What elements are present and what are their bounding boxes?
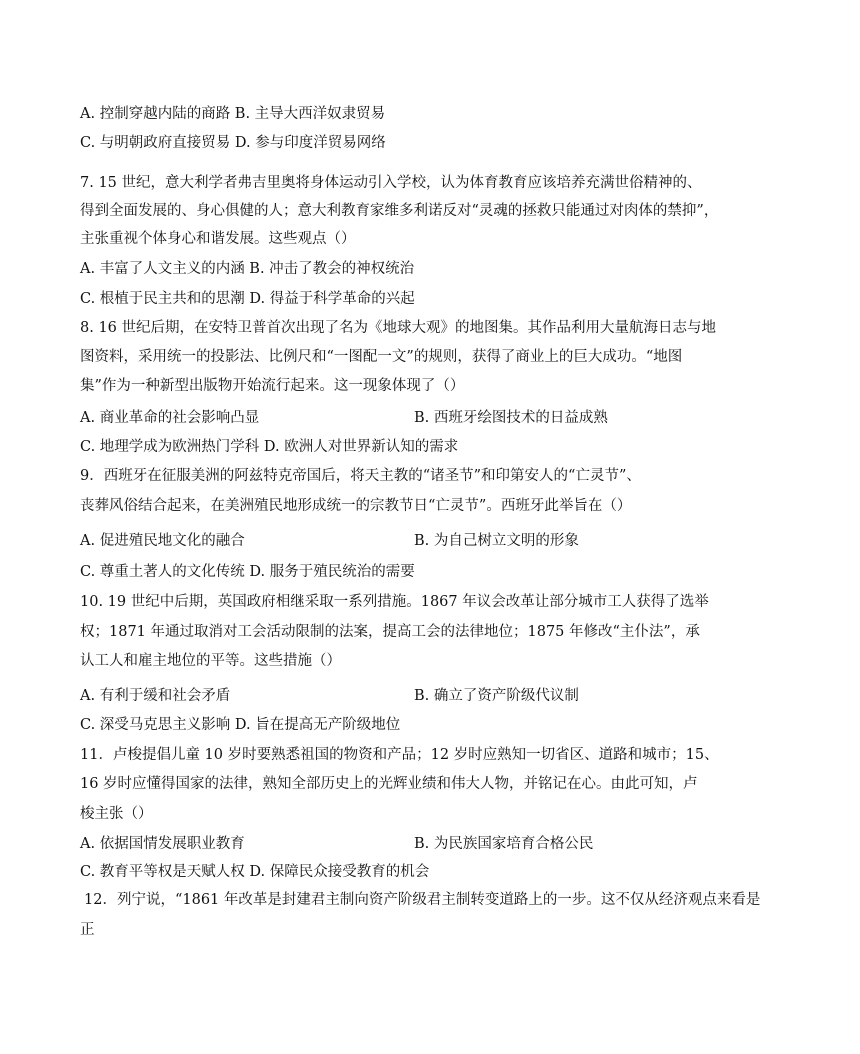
q8-stem-line-3: 集”作为一种新型出版物开始流行起来。这一现象体现了（）	[80, 378, 465, 394]
q9-stem-line-1: 9．西班牙在征服美洲的阿兹特克帝国后，将天主教的“诸圣节”和印第安人的“亡灵节”、	[80, 468, 641, 484]
q6-options-cd: C. 与明朝政府直接贸易 D. 参与印度洋贸易网络	[80, 135, 386, 151]
q8-option-b: B. 西班牙绘图技术的日益成熟	[414, 410, 608, 426]
q9-options-cd: C. 尊重土著人的文化传统 D. 服务于殖民统治的需要	[80, 564, 415, 580]
q7-stem-line-2: 得到全面发展的、身心俱健的人；意大利教育家维多利诺反对“灵魂的拯救只能通过对肉体的禁抑”，	[80, 203, 719, 219]
q11-option-a: A. 依据国情发展职业教育	[80, 836, 245, 852]
q9-option-a: A. 促进殖民地文化的融合	[80, 533, 245, 549]
q7-options-cd: C. 根植于民主共和的思潮 D. 得益于科学革命的兴起	[80, 291, 415, 307]
q7-stem-line-1: 7. 15 世纪，意大利学者弗吉里奥将身体运动引入学校，认为体育教育应该培养充满世俗精神的、	[80, 175, 702, 191]
q10-options-cd: C. 深受马克思主义影响 D. 旨在提高无产阶级地位	[80, 717, 401, 733]
q8-option-a: A. 商业革命的社会影响凸显	[80, 410, 260, 426]
q12-stem-line-1: 12．列宁说，“1861 年改革是封建君主制向资产阶级君主制转变道路上的一步。这不仅从经济观点来看是	[84, 892, 761, 908]
q10-option-a: A. 有利于缓和社会矛盾	[80, 688, 231, 704]
q11-stem-line-3: 梭主张（）	[80, 806, 153, 822]
q9-option-b: B. 为自己树立文明的形象	[414, 533, 579, 549]
q8-stem-line-1: 8. 16 世纪后期，在安特卫普首次出现了名为《地球大观》的地图集。其作品利用大量航海日志与地	[80, 320, 716, 336]
q6-options-ab: A. 控制穿越内陆的商路 B. 主导大西洋奴隶贸易	[80, 106, 386, 122]
q12-stem-line-2: 正	[80, 922, 95, 938]
q10-stem-line-1: 10. 19 世纪中后期，英国政府相继采取一系列措施。1867 年议会改革让部分城市工人获得了选举	[80, 594, 709, 610]
q10-stem-line-2: 权；1871 年通过取消对工会活动限制的法案，提高工会的法律地位；1875 年修改“主仆法”，承	[80, 624, 700, 640]
q8-stem-line-2: 图资料，采用统一的投影法、比例尺和“一图配一文”的规则，获得了商业上的巨大成功。“地图	[80, 349, 683, 365]
q11-options-cd: C. 教育平等权是天赋人权 D. 保障民众接受教育的机会	[80, 864, 430, 880]
q11-option-b: B. 为民族国家培育合格公民	[414, 836, 594, 852]
q7-stem-line-3: 主张重视个体身心和谐发展。这些观点（）	[80, 231, 356, 247]
q8-options-cd: C. 地理学成为欧洲热门学科 D. 欧洲人对世界新认知的需求	[80, 439, 459, 455]
q9-stem-line-2: 丧葬风俗结合起来，在美洲殖民地形成统一的宗教节日“亡灵节”。西班牙此举旨在（）	[80, 498, 632, 514]
q7-options-ab: A. 丰富了人文主义的内涵 B. 冲击了教会的神权统治	[80, 261, 415, 277]
q11-stem-line-1: 11．卢梭提倡儿童 10 岁时要熟悉祖国的物资和产品；12 岁时应熟知一切省区、道路和城市；15、	[80, 747, 719, 763]
q11-stem-line-2: 16 岁时应懂得国家的法律，熟知全部历史上的光辉业绩和伟大人物，并铭记在心。由此可知，卢	[80, 776, 698, 792]
q10-stem-line-3: 认工人和雇主地位的平等。这些措施（）	[80, 653, 341, 669]
q10-option-b: B. 确立了资产阶级代议制	[414, 688, 579, 704]
